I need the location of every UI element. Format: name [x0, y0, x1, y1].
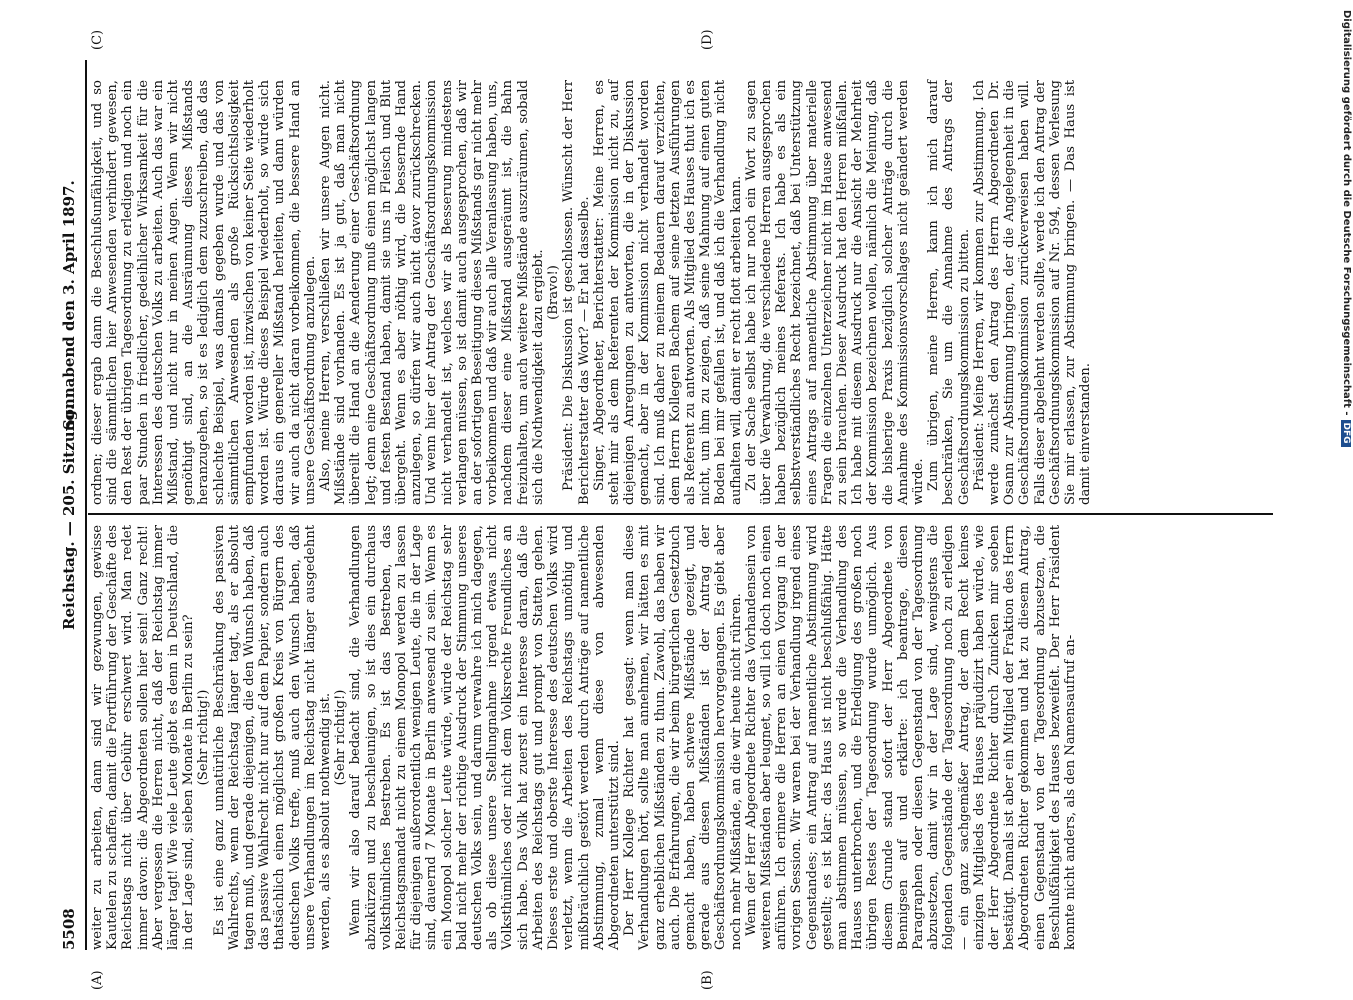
page-number: 5508: [60, 908, 78, 950]
header-rule: [85, 60, 87, 950]
paragraph: ordnen; dieser ergab dann die Beschlußunfähigkeit, und so sind die sämmtlichen hier Anwesenden verhindert gewesen, den Rest der übrigen Tagesordnung zu erledigen und noch ein paar Stunden in friedlicher, gedeihlicher Wirksamkeit für die Interessen des deutschen Volks zu arbeiten. Auch das war ein Mißstand, und nicht nur in meinen Augen. Wenn wir nicht genöthigt sind, an die Ausräumung dieses Mißstands heranzugehen, so ist es lediglich dem zuzuschreiben, daß das schlechte Beispiel, was damals gegeben wurde und das von sämmtlichen Anwesenden als große Rücksichtslosigkeit empfunden worden ist, inzwischen von keiner Seite wiederholt worden ist. Würde dieses Beispiel wiederholt, so würde sich daraus ein genereller Mißstand herleiten, und dann würden wir auch da nicht daran vorbeikommen, die bessere Hand an unsere Geschäftsordnung anzulegen.: [90, 80, 318, 505]
margin-letter-d: (D): [700, 29, 715, 50]
paragraph: Wenn wir also darauf bedacht sind, die Verhandlungen abzukürzen und zu beschleunigen, so ist dies ein durchaus volksthümliches Bestreben. Es ist das Bestreben, das Reichstagsmandat nicht zu einem Monopol werden zu lassen für diejenigen außerordentlich wenigen Leute, die in der Lage sind, dauernd 7 Monate in Berlin anwesend zu sein. Wenn es ein Monopol solcher Leute würde, würde der Reichstag sehr bald nicht mehr der richtige Ausdruck der Stimmung unseres deutschen Volks sein, und darum verwahre ich mich dagegen, als ob diese unsere Stellungnahme irgend etwas nicht Volksthümliches oder nicht dem Volksrechte Freundliches an sich habe. Das Volk hat zuerst ein Interesse daran, daß die Arbeiten des Reichstags gut und prompt von Statten gehen. Dieses erste und oberste Interesse des deutschen Volks wird verletzt, wenn die Arbeiten des Reichstags unnöthig und mißbräuchlich gestört werden durch Anträge auf namentliche Abstimmung, zumal wenn diese von abwesenden Abgeordneten unterstützt sind.: [348, 525, 622, 950]
paragraph: Es ist eine ganz unnatürliche Beschränkung des passiven Wahlrechts, wenn der Reichstag länger tagt, als er absolut tagen muß, und gerade diejenigen, die den Wunsch haben, daß das passive Wahlrecht nicht nur auf dem Papier, sondern auch thatsächlich einen möglichst großen Kreis von Bürgern des deutschen Volks treffe, muß auch den Wunsch haben, daß unsere Verhandlungen im Reichstag nicht länger ausgedehnt werden, als es absolut nothwendig ist.: [211, 525, 334, 950]
paragraph: Wenn der Herr Abgeordnete Richter das Vorhandensein von weiteren Mißständen aber leugnet, so will ich doch noch einen anführen. Ich erinnere die Herren an einen Vorgang in der vorigen Session. Wir waren bei der Verhandlung irgend eines Gegenstandes; ein Antrag auf namentliche Abstimmung wird gestellt; es ist klar: das Haus ist nicht beschlußfähig. Hätte man abstimmen müssen, so wurde die Verhandlung des Hauses unterbrochen, und die Erledigung des großen noch übrigen Restes der Tagesordnung wurde unmöglich. Aus diesem Grunde stand sofort der Herr Abgeordnete von Bennigsen auf und erklärte: ich beantrage, diesen Paragraphen oder diesen Gegenstand von der Tagesordnung abzusetzen, damit wir in der Lage sind, wenigstens die folgenden Gegenstände der Tagesordnung noch zu erledigen — ein ganz sachgemäßer Antrag, der dem Recht keines einzigen Mitglieds des Hauses präjudizirt haben würde, wie der Herr Abgeordnete Richter durch Zunicken mir soeben bestätigt. Damals ist aber ein Mitglied der Fraktion des Herrn Abgeordneten Richter gekommen und hat zu diesem Antrag, einen Gegenstand von der Tagesordnung abzusetzen, die Beschlußfähigkeit des Hauses bezweifelt. Der Herr Präsident konnte nicht anders, als den Namensaufruf an-: [743, 525, 1078, 950]
dfg-logo: DFG: [1341, 420, 1351, 447]
digitization-credit: [1341, 10, 1352, 447]
speaker-paragraph: Präsident: Die Diskussion ist geschlossen. Wünscht der Herr Berichterstatter das Wort? — Er hat dasselbe.: [561, 80, 592, 505]
margin-letter-a: (A): [90, 970, 105, 990]
paragraph: Also, meine Herren, verschließen wir unsere Augen nicht. Mißstände sind vorhanden. Es ist ja gut, daß man nicht übereilt die Hand an die Aenderung einer Geschäftsordnung legt; denn eine Geschäftsordnung muß einen möglichst langen und festen Bestand haben, damit sie uns in Fleisch und Blut übergeht. Wenn es aber nöthig wird, die bessernde Hand anzulegen, so dürfen wir auch nicht davor zurückschrecken. Und wenn hier der Antrag der Geschäftsordnungskommission nicht verhandelt ist, welches wir als Besserung mindestens verlangen müssen, so ist damit auch ausgesprochen, daß wir an der sofortigen Beseitigung dieses Mißstands gar nicht mehr vorbeikommen und daß wir auch alle Veranlassung haben, uns, nachdem dieser eine Mißstand ausgeräumt ist, die Bahn freizuhalten, um auch weitere Mißstände auszuräumen, sobald sich die Nothwendigkeit dazu ergiebt.: [318, 80, 546, 505]
paragraph: Zu der Sache selbst habe ich nur noch ein Wort zu sagen über die Verwahrung, die verschiedene Herren ausgesprochen haben bezüglich meines Referats. Ich habe es als ein selbstverständliches Recht bezeichnet, daß bei Unterstützung eines Antrags auf namentliche Abstimmung über materielle Fragen die einzelnen Unterzeichner nicht im Hause anwesend zu sein brauchen. Dieser Ausdruck hat den Herren mißfallen. Ich habe mit diesem Ausdruck nur die Ansicht der Mehrheit der Kommission bezeichnen wollen, nämlich die Meinung, daß die bisherige Praxis bezüglich solcher Anträge durch die Annahme des Kommissionsvorschlages nicht geändert werden würde.: [743, 80, 926, 505]
margin-letter-b: (B): [700, 970, 715, 990]
paragraph: Zum übrigen, meine Herren, kann ich mich darauf beschränken, Sie um die Annahme des Antrags der Geschäftsordnungskommission zu bitten.: [926, 80, 972, 505]
left-column: [90, 525, 1078, 950]
paragraph: Der Herr Kollege Richter hat gesagt: wenn man diese Verhandlungen hört, sollte man annehmen, wir hätten es mit ganz erheblichen Mißständen zu thun. Zawohl, das haben wir auch. Die Erfahrungen, die wir beim bürgerlichen Gesetzbuch gemacht haben, haben schwere Mißstände gezeigt, und gerade aus diesen Mißständen ist der Antrag der Geschäftsordnungskommission hervorgegangen. Es giebt aber noch mehr Mißstände, an die wir heute nicht rühren.: [622, 525, 744, 950]
margin-letter-c: (C): [90, 29, 105, 50]
column-divider: [88, 514, 1273, 516]
paragraph: weiter zu arbeiten, dann sind wir gezwungen, gewisse Kautelen zu schaffen, damit die Fortführung der Geschäfte des Reichstags nicht über Gebühr erschwert wird. Man redet immer davon: die Abgeordneten sollen hier sein! Ganz recht! Aber vergessen die Herren nicht, daß der Reichstag immer länger tagt! Wie viele Leute giebt es denn in Deutschland, die in der Lage sind, sieben Monate in Berlin zu sein?: [90, 525, 197, 950]
running-header: [60, 60, 82, 950]
rotated-page-content: [60, 29, 1300, 990]
header-date: Sonnabend den 3. April 1897.: [60, 180, 78, 430]
credit-text: Digitalisierung gefördert durch die Deutsche Forschungsgemeinschaft -: [1341, 10, 1352, 416]
speaker-paragraph: Präsident: Meine Herren, wir kommen zur Abstimmung. Ich werde zunächst den Antrag des Herrn Abgeordneten Dr. Osann zur Abstimmung bringen, der die Angelegenheit in die Geschäftsordnungskommission zurückverweisen haben will. Falls dieser abgelehnt werden sollte, werde ich den Antrag der Geschäftsordnungskommission auf Nr. 594, dessen Verlesung Sie mir erlassen, zur Abstimmung bringen. — Das Haus ist damit einverstanden.: [971, 80, 1094, 505]
right-column: [90, 80, 1093, 505]
header-title: Reichstag. — 205. Sitzung.: [60, 404, 78, 630]
interjection: (Sehr richtig!): [196, 689, 212, 786]
interjection: (Bravo!): [546, 265, 562, 320]
speaker-paragraph: Singer, Abgeordneter, Berichterstatter: Meine Herren, es steht mir als dem Referenten der Kommission nicht zu, auf diejenigen Anregungen zu antworten, die in der Diskussion gemacht, aber in der Kommission nicht verhandelt worden sind. Ich muß daher zu meinem Bedauern darauf verzichten, dem Herrn Kollegen Bachem auf seine letzten Ausführungen als Referent zu antworten. Als Mitglied des Hauses thut ich es nicht, um ihm zu zeigen, daß seine Mahnung auf einen guten Boden bei mir gefallen ist, und daß ich die Verhandlung nicht aufhalten will, damit er recht flott arbeiten kann.: [591, 80, 744, 505]
interjection: (Sehr richtig!): [333, 689, 349, 786]
